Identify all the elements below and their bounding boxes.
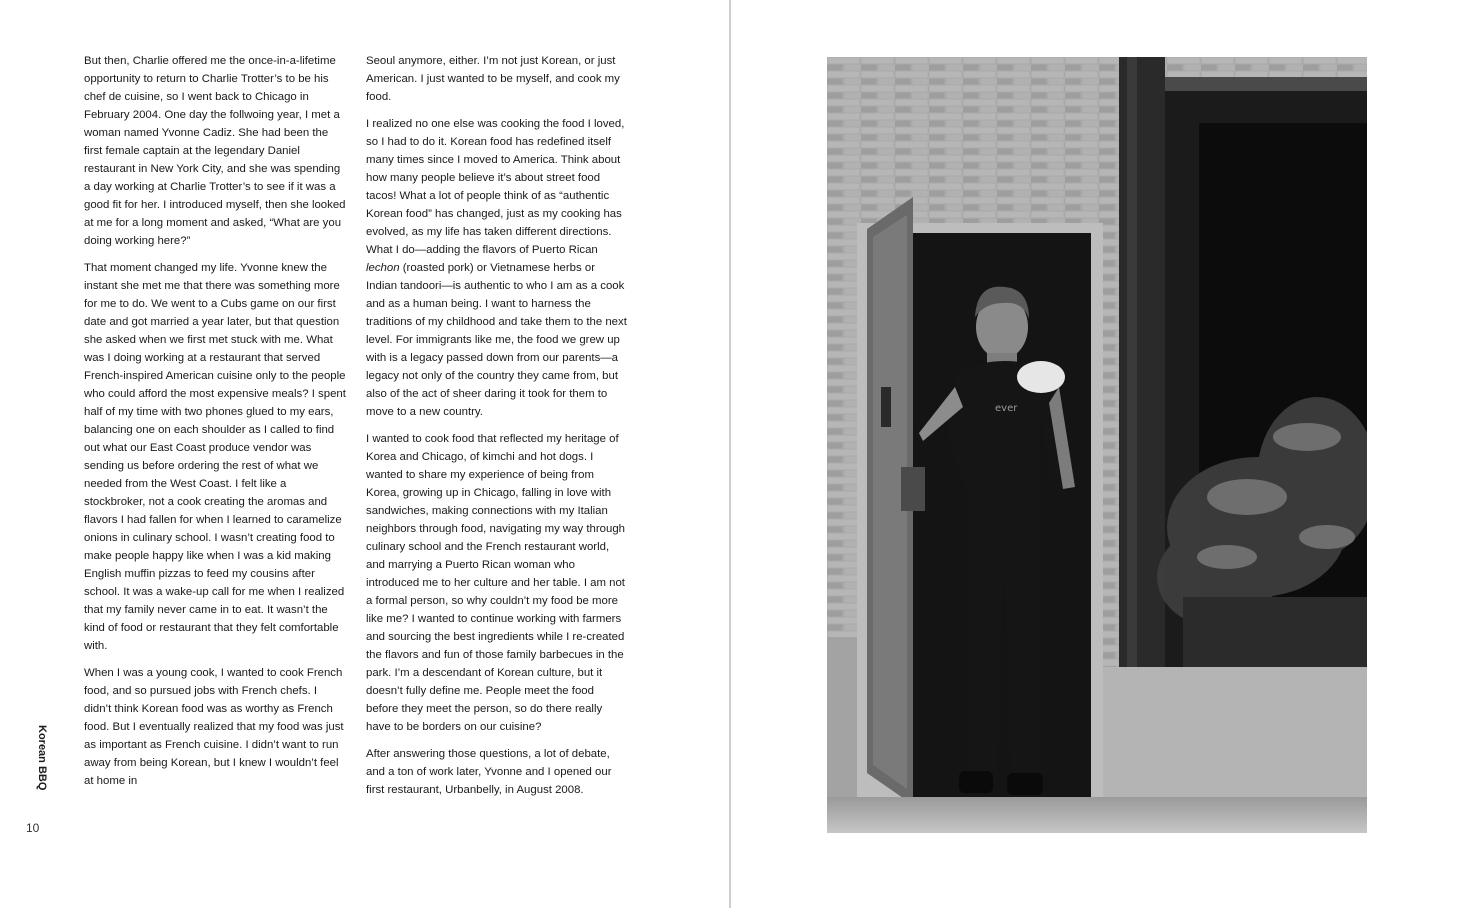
left-page — [0, 0, 729, 908]
paragraph: After answering those questions, a lot of debate, and a ton of work later, Yvonne and I opened our first restaurant, Urbanbelly, in August 2008. — [366, 748, 612, 796]
chef-photo-illustration — [827, 57, 1367, 833]
running-head: Korean BBQ — [36, 725, 48, 791]
paragraph-text: I realized no one else was cooking the food I loved, so I had to do it. Korean food has redefined itself many times since I moved to America. Think about how many people believe it’s about street food tacos! What a lot of people think of as “authentic Korean food” has changed, just as my cooking has evolved, as my life has taken different directions. What I do—adding the flavors of Puerto Rican — [366, 118, 625, 256]
paragraph: Seoul anymore, either. I’m not just Korean, or just American. I just wanted to be myself, and cook my food. — [366, 55, 620, 103]
paragraph: That moment changed my life. Yvonne knew the instant she met me that there was something more for me to do. We went to a Cubs game on our first date and got married a year later, but that question she asked when we first met stuck with me. What was I doing working at a restaurant that served French-inspired American cuisine only to the people who could afford the most expensive meals? I spent half of my time with two phones glued to my ears, balancing one on each shoulder as I called to find out what our East Coast produce vendor was sending us before ordering the rest of what we needed from the West Coast. I felt like a stockbroker, not a cook creating the aromas and flavors I had fallen for when I learned to caramelize onions in culinary school. I wasn’t creating food to make people happy like when I was a kid making English muffin pizzas to feed my cousins after school. It was a wake-up call for me when I realized that my family never came in to eat. It wasn’t the kind of food or restaurant that they felt comfortable with. — [84, 262, 346, 652]
page-number: 10 — [26, 821, 40, 835]
paragraph: I wanted to cook food that reflected my heritage of Korea and Chicago, of kimchi and hot dogs. I wanted to share my experience of being from Korea, growing up in Chicago, falling in love with sandwiches, making connections with my Italian neighbors through food, navigating my way through culinary school and the French restaurant world, and marrying a Puerto Rican woman who introduced me to her culture and her table. I am not a formal person, so why couldn’t my food be more like me? I wanted to continue working with farmers and sourcing the best ingredients while I re-created the flavors and fun of those family barbecues in the park. I’m a descendant of Korean culture, but it doesn’t fully define me. People meet the food before they meet the person, so do there really have to be borders on our cuisine? — [366, 433, 625, 733]
paragraph — [366, 115, 628, 421]
italic-term: lechon — [366, 262, 400, 274]
chef-photo — [827, 57, 1367, 833]
right-page — [731, 0, 1459, 908]
text-column-2 — [366, 52, 628, 808]
shirt-logo: ever — [995, 403, 1018, 414]
paragraph: When I was a young cook, I wanted to cook French food, and so pursued jobs with French chefs. I didn’t think Korean food was as worthy as French food. But I eventually realized that my food was just as important as French cuisine. I didn’t want to run away from being Korean, but I knew I wouldn’t feel at home in — [84, 667, 344, 787]
text-column-1 — [84, 52, 346, 799]
paragraph: But then, Charlie offered me the once-in-a-lifetime opportunity to return to Charlie Trotter’s to be his chef de cuisine, so I went back to Chicago in February 2004. One day the follwoing year, I met a woman named Yvonne Cadiz. She had been the first female captain at the legendary Daniel restaurant in New York City, and she was spending a day working at Charlie Trotter’s to see if it was a good fit for her. I introduced myself, then she looked at me for a long moment and asked, “What are you doing working here?” — [84, 55, 346, 247]
paragraph-text: (roasted pork) or Vietnamese herbs or Indian tandoori—is authentic to who I am as a cook and as a human being. I want to harness the traditions of my childhood and take them to the next level. For immigrants like me, the food we grew up with is a legacy passed down from our parents—a legacy not only of the country they came from, but also of the act of sheer daring it took for them to move to a new country. — [366, 262, 627, 418]
